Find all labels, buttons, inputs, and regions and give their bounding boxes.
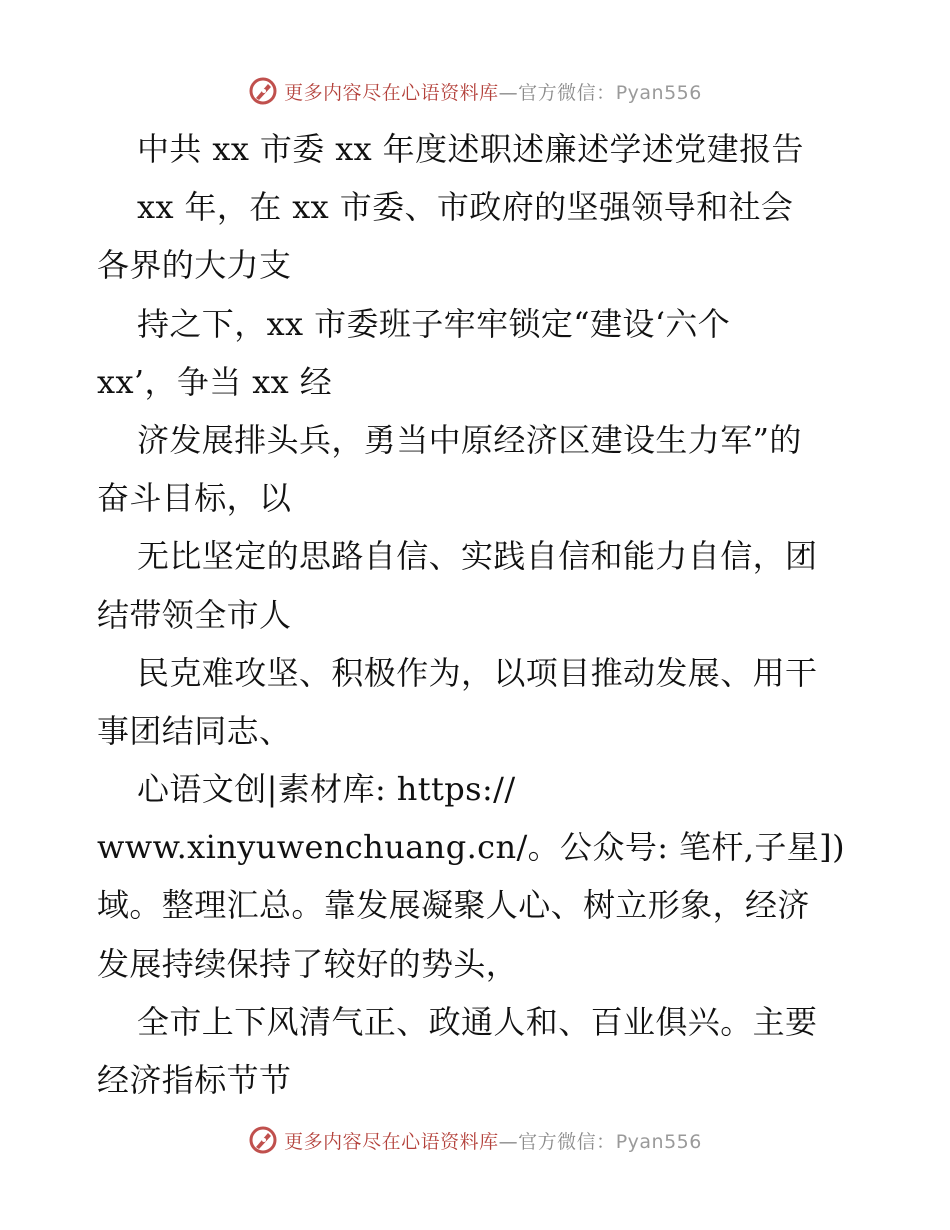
banner-wechat-id: Pyan556: [615, 1130, 702, 1153]
paragraph-line: 经济指标节节: [97, 1061, 292, 1099]
header-banner: [0, 69, 950, 113]
paragraph-line: 奋斗目标，以: [97, 479, 292, 518]
paragraph-line: www.xinyuwenchuang.cn/。公众号: 笔杆,子星]): [97, 828, 845, 867]
paragraph-line: 民克难攻坚、积极作为，以项目推动发展、用干: [137, 653, 818, 692]
paragraph-line: 心语文创|素材库: https://: [137, 770, 516, 809]
paragraph-line: xx’，争当 xx 经: [97, 362, 333, 401]
banner-wechat-label: 官方微信：: [518, 81, 616, 104]
document-title: 中共 xx 市委 xx 年度述职述廉述学述党建报告: [137, 130, 804, 168]
banner-dash: —: [498, 1130, 519, 1153]
banner-wechat-label: 官方微信：: [518, 1130, 616, 1153]
paragraph-line: 济发展排头兵，勇当中原经济区建设生力军”的: [137, 420, 802, 459]
paragraph-line: 无比坚定的思路自信、实践自信和能力自信，团: [137, 537, 818, 576]
document-body: [97, 120, 857, 1109]
paragraph-line: xx 年，在 xx 市委、市政府的坚强领导和社会: [137, 188, 794, 227]
paragraph-line: 各界的大力支: [97, 246, 292, 285]
banner-dash: —: [498, 81, 519, 104]
banner-wechat-id: Pyan556: [615, 81, 702, 104]
pen-nib-logo-icon: [248, 1125, 278, 1155]
paragraph-line: 持之下，xx 市委班子牢牢锁定“建设‘六个: [137, 304, 731, 343]
paragraph-line: 结带领全市人: [97, 595, 292, 634]
pen-nib-logo-icon: [248, 76, 278, 106]
paragraph-line: 发展持续保持了较好的势头，: [97, 944, 519, 983]
footer-banner: [0, 1118, 950, 1162]
banner-slogan: 更多内容尽在心语资料库: [284, 1130, 499, 1153]
banner-slogan: 更多内容尽在心语资料库: [284, 81, 499, 104]
paragraph-line: 全市上下风清气正、政通人和、百业俱兴。主要: [137, 1002, 818, 1041]
paragraph-line: 域。整理汇总。靠发展凝聚人心、树立形象，经济: [97, 886, 810, 925]
banner-text: [284, 1127, 702, 1154]
banner-text: [284, 78, 702, 105]
paragraph-line: 事团结同志、: [97, 711, 292, 750]
